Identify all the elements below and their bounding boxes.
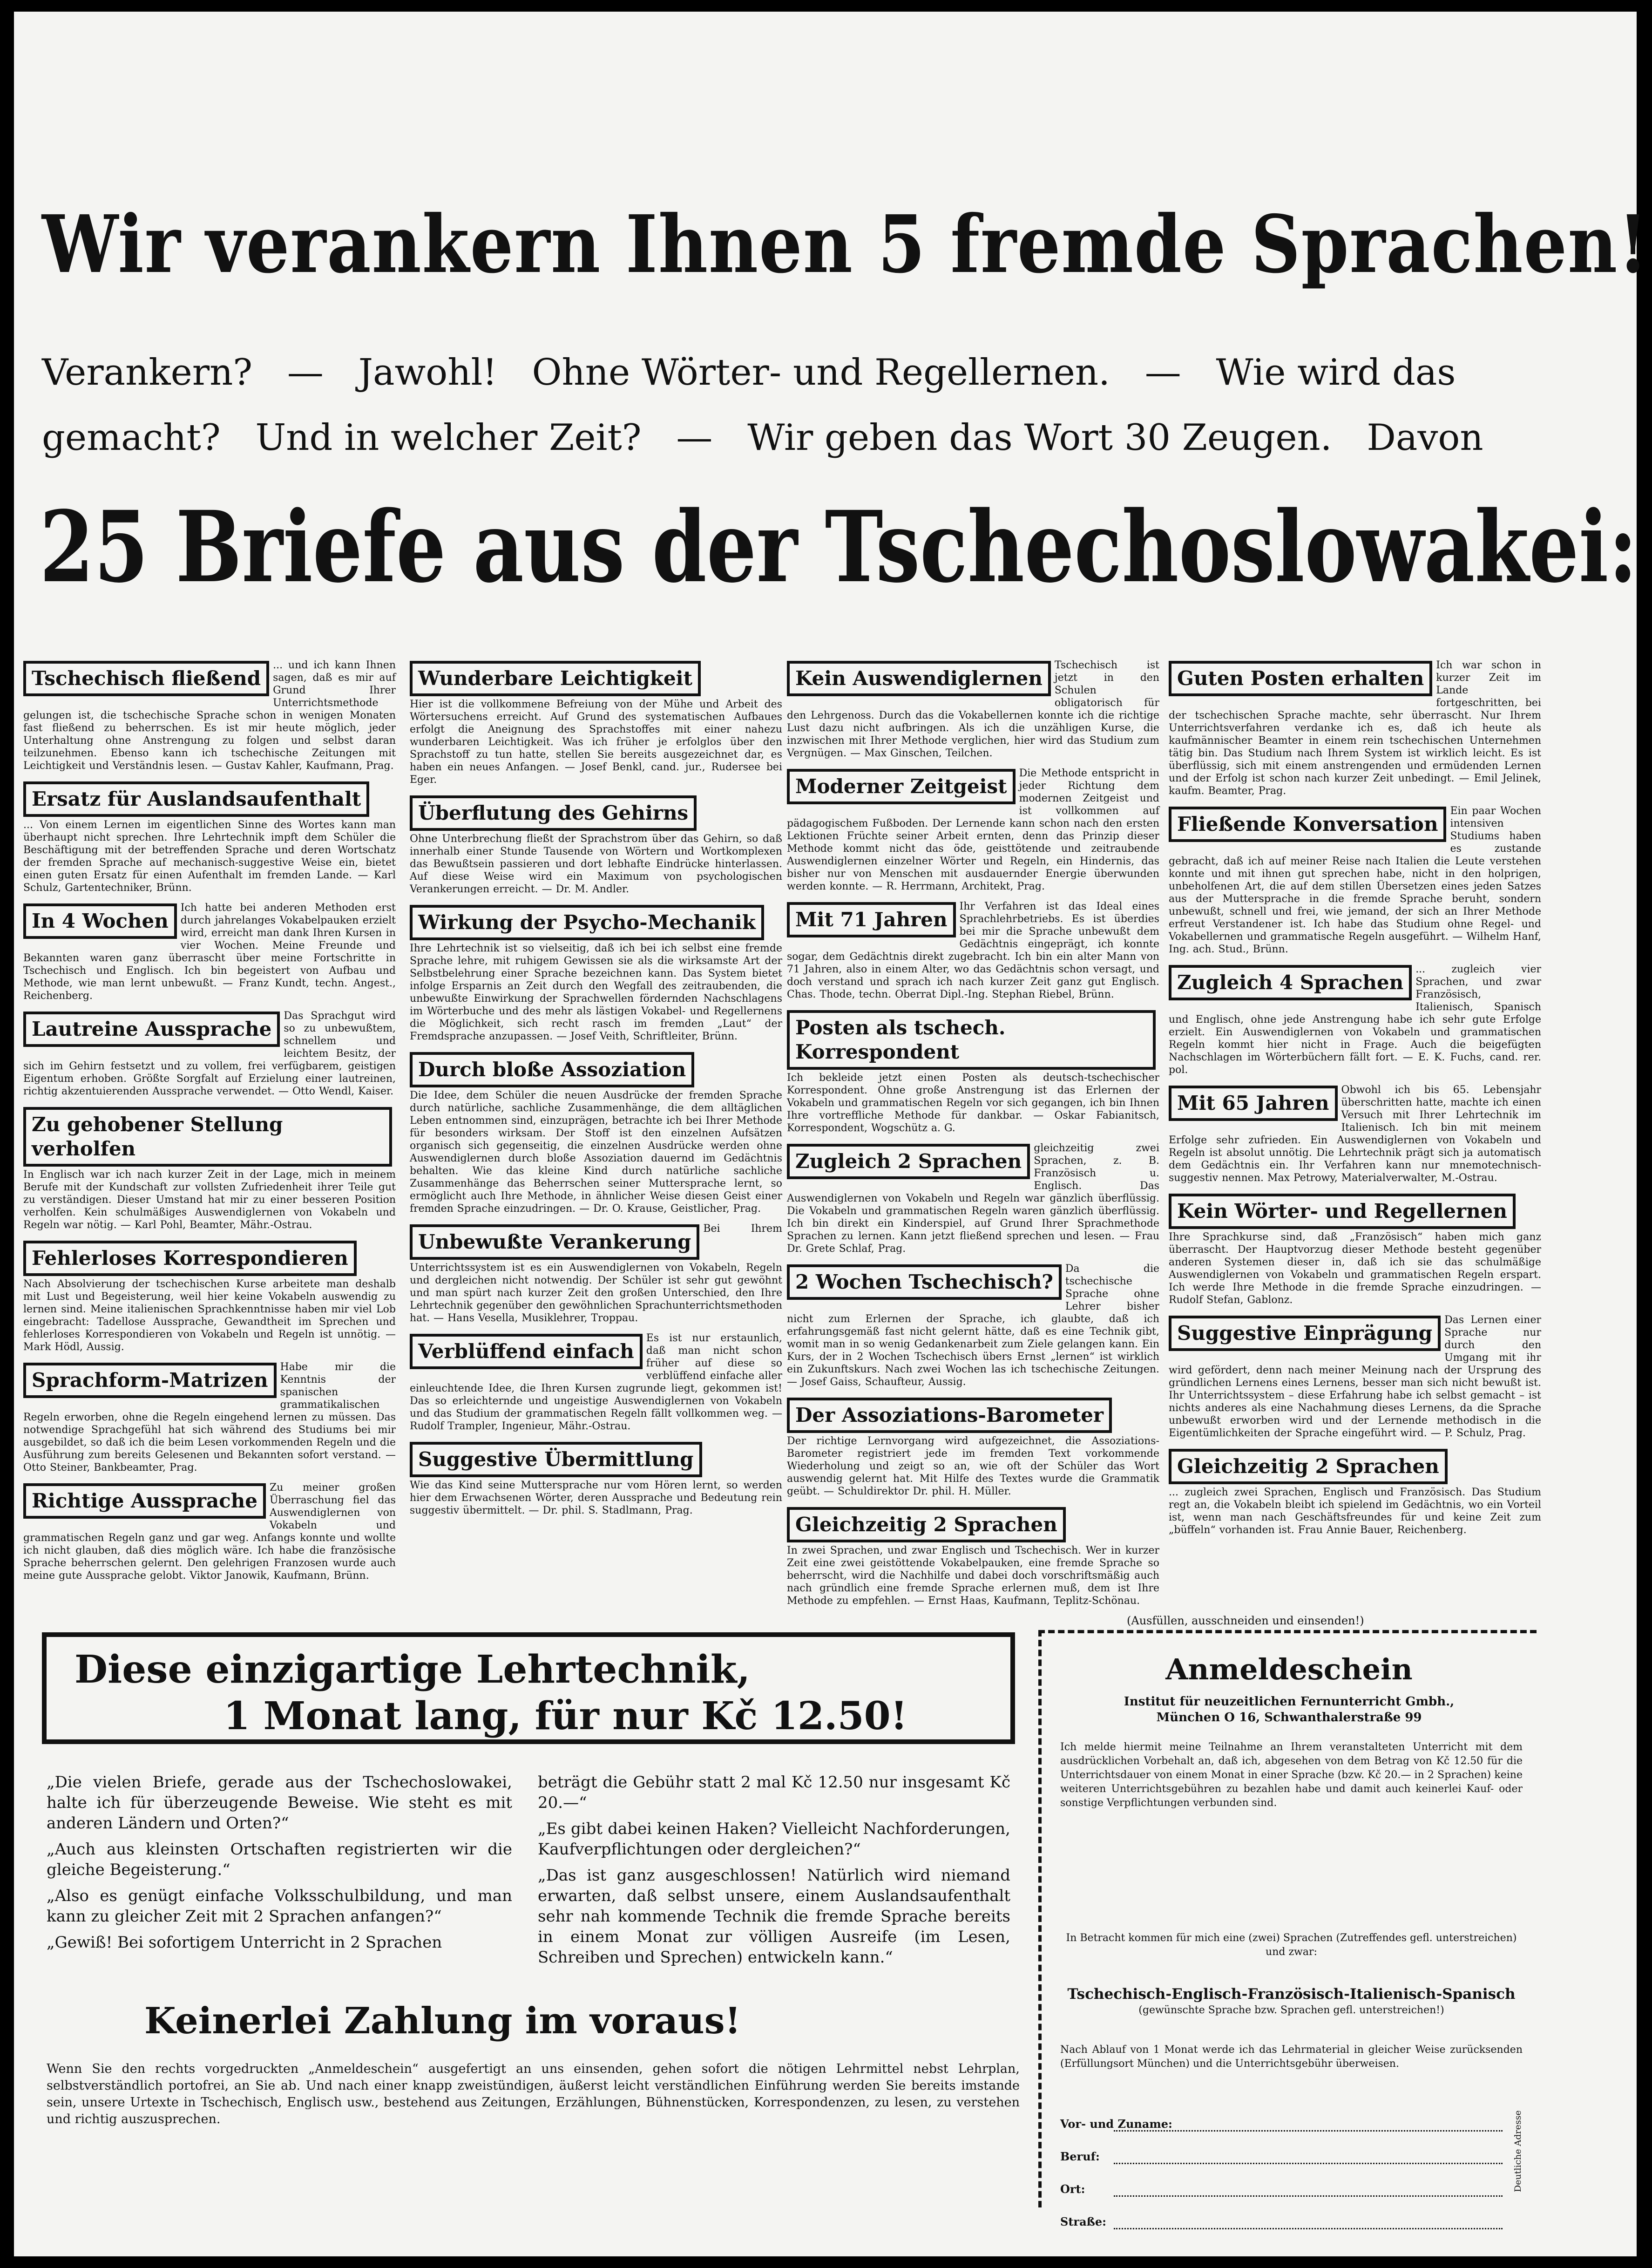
subline-part: Davon (1367, 417, 1483, 459)
street-field-label: Straße: (1060, 2215, 1106, 2228)
qa-paragraph: „Auch aus kleinsten Ortschaften registrierten wir die gleiche Begeisterung.“ (47, 1840, 512, 1879)
name-field-label: Vor- und Zuname: (1060, 2117, 1172, 2131)
testimonial-text: Der richtige Lernvorgang wird aufgezeichnet, die Assoziations-Barometer registriert jede im fremden Text vorkommende Wiederholung und zeigt so an, wie oft der Schüler das Wort auswendig gelernt hat. Mit Hilfe des Textes wurde die Grammatik geübt. — Schuldirektor Dr. phil. H. Müller. (787, 1435, 1159, 1497)
subline-part: — (287, 352, 324, 394)
testimonial-heading: Sprachform-Matrizen (23, 1363, 277, 1398)
testimonial (787, 1008, 1159, 1134)
testimonial-text: Es ist nur erstaunlich, daß man nicht schon früher auf diese so verblüffend einfache aller einleuchtende Idee, die Ihren Kursen zugrunde liegt, gekommen ist! Das so erleichternde und ungeistige Auswendiglernen von Vokabeln und das Studium der grammatischen Regeln fällt vollkommen weg. — Rudolf Trampler, Ingenieur, Mähr.-Ostrau. (410, 1332, 782, 1432)
testimonial-text: gleichzeitig zwei Sprachen, z. B. Französisch u. Englisch. Das Auswendiglernen von Vokabeln und Regeln war gänzlich überflüssig. Die Vokabeln und grammatischen Regeln waren gänzlich überflüssig. Ich bin direkt ein Kinderspiel, auf Grund Ihrer Sprachmethode Sprachen zu lernen. Kann jetzt fließend sprechen und lesen. — Frau Dr. Grete Schlaf, Prag. (787, 1142, 1159, 1255)
no-payment-heading: Keinerlei Zahlung im voraus! (144, 2000, 741, 2042)
subline-1 (42, 347, 1527, 398)
testimonial-text: Bei Ihrem Unterrichtssystem ist es ein Auswendiglernen von Vokabeln, Regeln und dergleichen nicht notwendig. Der Schüler ist sehr gut gewöhnt und man spürt nach kurzer Zeit den großen Unterschied, den Ihre Lehrtechnik gegenüber den gewöhnlichen Sprachunterrichtsmethoden hat. — Hans Vesella, Musiklehrer, Troppau. (410, 1223, 782, 1324)
profession-field-label: Beruf: (1060, 2150, 1100, 2163)
testimonial-heading: In 4 Wochen (23, 903, 177, 939)
institute-name: Institut für neuzeitlichen Fernunterricht Gmbh., (1124, 1695, 1455, 1709)
coupon-title: Anmeldeschein (1165, 1652, 1413, 1686)
language-note: (gewünschte Sprache bzw. Sprachen gefl. unterstreichen!) (1138, 2004, 1444, 2016)
testimonial (410, 1050, 782, 1215)
profession-field[interactable] (1060, 2136, 1503, 2169)
testimonial-heading: Der Assoziations-Barometer (787, 1398, 1112, 1433)
testimonial-text: Ich war schon in kurzer Zeit im Lande fortgeschritten, bei der tschechischen Sprache machte, sehr überrascht. Nur Ihrem Unterrichtsverfahren verdanke ich es, daß ich heute als kaufmännischer Beamter in einem rein tschechischen Unternehmen tätig bin. Das Studium nach Ihrem System ist wirklich leicht. Es ist überflüssig, sich mit einem anstrengenden und ermüdenden Lernen und der Erfolg ist schon nach kurzer Zeit unbedingt. — Emil Jelinek, kaufm. Beamter, Prag. (1169, 659, 1541, 797)
testimonial-heading: Zugleich 2 Sprachen (787, 1144, 1030, 1179)
footnote: Wenn Sie den rechts vorgedruckten „Anmeldeschein“ ausgefertigt an uns einsenden, gehen sofort die nötigen Lehrmittel nebst Lehrplan, selbstverständlich portofrei, an Sie ab. Und nach einer knapp zweistündigen, äußerst leicht verständlichen Einführung werden Sie bereits imstande sein, unsere Urtexte in Tschechisch, Englisch usw., bestehend aus Zeitungen, Erzählungen, Bühnenstücken, Korrespondenzen, zu lesen, zu verstehen und richtig auszusprechen. (47, 2062, 1020, 2126)
testimonial-heading: Unbewußte Verankerung (410, 1224, 699, 1260)
testimonial-text: Nach Absolvierung der tschechischen Kurse arbeitete man deshalb mit Lust und Begeisterung, weil hier keine Vokabeln auswendig zu lernen sind. Meine italienischen Sprachkenntnisse haben mir viel Lob eingebracht: Tadellose Aussprache, Gewandtheit im Sprechen und fehlerloses Korrespondieren von Vokabeln und Regeln ist unnötig. — Mark Hödl, Aussig. (23, 1278, 396, 1353)
testimonial-heading: Gleichzeitig 2 Sprachen (787, 1507, 1066, 1542)
qa-left (47, 1772, 512, 1958)
promo-line-2: 1 Monat lang, für nur Kč 12.50! (223, 1694, 907, 1738)
testimonial-heading: Zugleich 4 Sprachen (1169, 965, 1412, 1000)
testimonial-text: Ein paar Wochen intensiven Studiums haben es zustande gebracht, daß ich auf meiner Reise nach Italien die Leute verstehen konnte und mit ihnen gut sprechen habe, nicht in den holprigen, unbeholfenen Art, die auf dem stillen Übersetzen eines jeden Satzes aus der Muttersprache in die fremde Sprache beruht, sondern unbewußt, schnell und frei, wie jemand, der sich an Ihrer Methode erfreut Verstandener ist. Ich habe das Studium ohne Regel- und Vokabellernen und grammatische Regeln ausgeführt. — Wilhelm Hanf, Ing. ach. Stud., Brünn. (1169, 805, 1541, 955)
testimonial-heading: 2 Wochen Tschechisch? (787, 1264, 1062, 1300)
testimonial (1169, 963, 1541, 1076)
testimonial-text: Tschechisch ist jetzt in den Schulen obligatorisch für den Lehrgenoss. Durch das die Vokabellernen konnte ich die richtige Lust dazu nicht aufbringen. Als ich die unzähligen Kurse, die inzwischen mit Ihrer Methode verglichen, hier wird das Studium zum Vergnügen. — Max Ginschen, Teilchen. (787, 659, 1159, 759)
testimonial-text: ... und ich kann Ihnen sagen, daß es mir auf Grund Ihrer Unterrichtsmethode gelungen ist, die tschechische Sprache schon in wenigen Monaten fast fließend zu beherrschen. Es ist mir heute möglich, jeder Unterhaltung ohne Anstrengung zu folgen und selbst daran teilzunehmen. Ebenso kann ich tschechische Zeitungen mit Leichtigkeit und Verständnis lesen. — Gustav Kahler, Kaufmann, Prag. (23, 659, 396, 772)
institute-address: München O 16, Schwanthalerstraße 99 (1156, 1711, 1422, 1725)
testimonial (787, 1505, 1159, 1607)
coupon-instruction: (Ausfüllen, ausschneiden und einsenden!) (1127, 1614, 1364, 1627)
qa-right (538, 1772, 1010, 1973)
testimonial-heading: Lautreine Aussprache (23, 1012, 280, 1047)
coupon-fields (1060, 2104, 1503, 2234)
testimonial-heading: Posten als tschech. Korrespondent (787, 1010, 1156, 1070)
testimonial (1169, 805, 1541, 956)
testimonial-heading: Moderner Zeitgeist (787, 769, 1016, 804)
testimonial-text: In Englisch war ich nach kurzer Zeit in der Lage, mich in meinem Berufe mit der Kundschaft zur vollsten Zufriedenheit ihrer Teile gut zu verständigen. Dieser Umstand hat mir zu einer besseren Position verholfen. Kein schulmäßiges Auswendiglernen von Vokabeln und Regeln war nötig. — Karl Pohl, Beamter, Mähr.-Ostrau. (23, 1169, 396, 1231)
headline-letters: 25 Briefe aus der Tschechoslowakei: (40, 489, 1638, 604)
testimonial (787, 1396, 1159, 1498)
subline-part: — (676, 417, 713, 459)
coupon-institute (1060, 1694, 1518, 1725)
testimonial-heading: Gleichzeitig 2 Sprachen (1169, 1449, 1448, 1484)
testimonial-heading: Suggestive Übermittlung (410, 1442, 702, 1477)
subline-part: Ohne Wörter- und Regellernen. (532, 352, 1110, 394)
testimonial-heading: Ersatz für Auslandsaufenthalt (23, 781, 369, 817)
testimonial-column-4 (1169, 659, 1541, 1590)
testimonial-heading: Kein Wörter- und Regellernen (1169, 1194, 1516, 1229)
qa-paragraph: „Das ist ganz ausgeschlossen! Natürlich wird niemand erwarten, daß selbst unsere, einem Auslandsaufenthalt sehr nah kommende Technik die fremde Sprache bereits in einem Monat zur völligen Ausreife (im Lesen, Schreiben und Sprechen) entwickeln kann.“ (538, 1866, 1010, 1967)
testimonial-text: Ihre Sprachkurse sind, daß „Französisch“ haben mich ganz überrascht. Der Hauptvorzug dieser Methode besteht gegenüber anderen Systemen dieser in, daß ich sie das schulmäßige Auswendiglernen von Vokabeln und grammatischen Regeln erspart. Ich werde Ihre Methode in die fremde Sprache einzudringen. — Rudolf Stefan, Gablonz. (1169, 1231, 1541, 1306)
town-field-label: Ort: (1060, 2182, 1085, 2196)
town-field-line[interactable] (1114, 2195, 1503, 2197)
qa-paragraph: „Es gibt dabei keinen Haken? Vielleicht Nachforderungen, Kaufverpflichtungen oder dergleichen?“ (538, 1820, 1010, 1859)
subline-2 (42, 412, 1527, 463)
testimonial-text: Ich bekleide jetzt einen Posten als deutsch-tschechischer Korrespondent. Ohne große Anstrengung ist das Erlernen der Vokabeln und grammatischen Regeln vor sich gegangen, ich bin Ihnen Ihre vortreffliche Methode für dankbar. — Oskar Fabianitsch, Korrespondent, Wogschütz a. G. (787, 1072, 1159, 1134)
coupon-languages (1060, 1985, 1523, 2017)
testimonial-heading: Durch bloße Assoziation (410, 1052, 694, 1087)
address-side-note: Deutliche Adresse (1513, 2110, 1523, 2192)
testimonial-text: Ohne Unterbrechung fließt der Sprachstrom über das Gehirn, so daß innerhalb einer Stunde Tausende von Wörtern und Wortkomplexen das Bewußtsein passieren und dort lebhafte Eindrücke hinterlassen. Auf diese Weise wird ein Maximum von psychologischen Verankerungen erreicht. — Dr. M. Andler. (410, 833, 782, 895)
street-field-line[interactable] (1114, 2228, 1503, 2229)
testimonial-heading: Richtige Aussprache (23, 1483, 266, 1519)
testimonial-column-3 (787, 659, 1159, 1607)
testimonial-text: Die Methode entspricht in jeder Richtung dem modernen Zeitgeist und ist vollkommen auf pädagogischem Fußboden. Der Lernende kann schon nach den ersten Lektionen Früchte seiner Arbeit ernten, denn das Prinzip dieser Methode kommt nicht das öde, geisttötende und zeitraubende Auswendiglernen einzelner Wörter und Regeln, ein Hindernis, das bisher nur von Menschen mit ausdauernder Energie überwunden werden konnte. — R. Herrmann, Architekt, Prag. (787, 767, 1159, 892)
testimonial (787, 767, 1159, 893)
town-field[interactable] (1060, 2169, 1503, 2201)
testimonial (410, 903, 782, 1043)
testimonial-heading: Zu gehobener Stellung verholfen (23, 1107, 392, 1167)
testimonial-heading: Verblüffend einfach (410, 1334, 643, 1369)
testimonial (1169, 1192, 1541, 1306)
subline-part: gemacht? (42, 417, 221, 459)
street-field[interactable] (1060, 2201, 1503, 2234)
newspaper-page (14, 12, 1649, 2256)
testimonial-column-1 (23, 659, 396, 1590)
qa-paragraph: „Also es genügt einfache Volksschulbildung, und man kann zu gleicher Zeit mit 2 Sprachen anfangen?“ (47, 1887, 512, 1926)
name-field-line[interactable] (1114, 2130, 1503, 2132)
testimonial (23, 1239, 396, 1353)
qa-paragraph: „Die vielen Briefe, gerade aus der Tschechoslowakei, halte ich für überzeugende Beweise. Wie steht es mit anderen Ländern und Orten?“ (47, 1773, 512, 1833)
testimonial (787, 1263, 1159, 1388)
testimonial-text: Ihre Lehrtechnik ist so vielseitig, daß ich bei ich selbst eine fremde Sprache lehre, mit ruhigem Gewissen sie als die wirksamste Art der Selbstbelehrung einer Sprache bezeichnen kann. Das System bietet infolge Ersparnis an Zeit durch den Wegfall des zeitraubenden, die unbewußte Einwirkung der Sprachwellen fördernden Nachschlagens im Wörterbuche und des mehr als lästigen Vokabel- und Regellernens die Möglichkeit, sich recht rasch im fremden „Laut“ der Fremdsprache anzupassen. — Josef Veith, Schriftleiter, Brünn. (410, 943, 782, 1042)
testimonial (787, 659, 1159, 760)
language-list[interactable]: Tschechisch-Englisch-Französisch-Italienisch-Spanisch (1067, 1986, 1516, 2003)
subline-part: Wie wird das (1216, 352, 1456, 394)
testimonial (23, 1105, 396, 1231)
testimonial (23, 1010, 396, 1098)
testimonial (410, 659, 782, 786)
testimonial (1169, 1314, 1541, 1440)
subline-part: Wir geben das Wort 30 Zeugen. (747, 417, 1332, 459)
coupon-body-1: Ich melde hiermit meine Teilnahme an Ihrem veranstalteten Unterricht mit dem ausdrücklichen Vorbehalt an, daß ich, abgesehen von dem Betrag von Kč 12.50 für die Unterrichtsdauer von einem Monat in einer Sprache (bzw. Kč 20.— in 2 Sprachen) keine weiteren Unterrichtsgebühren zu bezahlen habe und damit auch keinerlei Kauf- oder sonstige Verpflichtungen verbunden sind. (1060, 1741, 1523, 1809)
testimonial-text: Ich hatte bei anderen Methoden erst durch jahrelanges Vokabelpauken erzielt wird, erreicht man dank Ihren Kursen in vier Wochen. Meine Freunde und Bekannten waren ganz überrascht über meine Fortschritte in Tschechisch und Englisch. Ich bin begeistert von Aufbau und Methode, wie man lernt unbewußt. — Franz Kundt, techn. Angest., Reichenberg. (23, 902, 396, 1002)
testimonial-text: ... Von einem Lernen im eigentlichen Sinne des Wortes kann man überhaupt nicht sprechen. Ihre Lehrtechnik impft dem Schüler die Beschäftigung mit der betreffenden Sprache und deren Wortschatz der fremden Sprache auf mechanisch-suggestive Weise ein, bietet einen guten Ersatz für einen Aufenthalt im fremden Lande. — Karl Schulz, Gartentechniker, Brünn. (23, 819, 396, 894)
coupon-body-2: In Betracht kommen für mich eine (zwei) Sprachen (Zutreffendes gefl. unterstreichen) und zwar: (1066, 1932, 1517, 1958)
headline: Wir verankern Ihnen 5 fremde Sprachen! (42, 198, 1649, 291)
testimonial-text: Das Sprachgut wird so zu unbewußtem, schnellem und leichtem Besitz, der sich im Gehirn festsetzt und zu vollem, frei verfügbarem, geistigen Eigentum erhoben. Größte Sorgfalt auf Erzielung einer lautreinen, richtig akzentuierenden Aussprache verwendet. — Otto Wendl, Kaiser. (23, 1010, 396, 1097)
testimonial-text: ... zugleich vier Sprachen, und zwar Französisch, Italienisch, Spanisch und Englisch, ohne jede Anstrengung habe ich sehr gute Erfolge erzielt. Ein Auswendiglernen von Vokabeln und grammatischen Regeln kommt hier nicht in Frage. Auch die beigefügten Nachschlagen im Wörterbüchern fällt fort. — E. K. Fuchs, cand. rer. pol. (1169, 964, 1541, 1076)
testimonial-heading: Suggestive Einprägung (1169, 1316, 1441, 1351)
testimonial (23, 780, 396, 894)
promo-line-1: Diese einzigartige Lehrtechnik, (74, 1647, 751, 1692)
testimonial (23, 1481, 396, 1582)
testimonial (1169, 1447, 1541, 1536)
testimonial-heading: Fließende Konversation (1169, 807, 1446, 842)
subline-part: — (1144, 352, 1181, 394)
testimonial-heading: Kein Auswendiglernen (787, 661, 1051, 696)
testimonial (787, 900, 1159, 1001)
testimonial-heading: Überflutung des Gehirns (410, 795, 697, 831)
testimonial-text: Obwohl ich bis 65. Lebensjahr überschritten hatte, machte ich einen Versuch mit Ihrer Lehrtechnik im Italienisch. Ich bin mit meinem Erfolge sehr zufrieden. Ein Auswendiglernen von Vokabeln und Regeln ist absolut unnötig. Die Lehrtechnik prägt sich ja automatisch dem Gedächtnis ein. Ihr Verfahren kann nur mnemotechnisch-suggestiv nennen. Max Petrowy, Materialverwalter, M.-Ostrau. (1169, 1084, 1541, 1184)
testimonial-heading: Mit 71 Jahren (787, 902, 956, 937)
testimonial-text: Da die tschechische Sprache ohne Lehrer bisher nicht zum Erlernen der Sprache, ich glaubte, daß ich erfahrungsgemäß fast nicht gelernt hätte, daß es eine Technik gibt, womit man in so wenig Gedankenarbeit zum Ziele gelangen kann. Ein Kurs, der in 2 Wochen Tschechisch übers Ernst „lernen“ ist wirklich ein Zukunftskurs. Nach zwei Wochen las ich tschechische Zeitungen. — Josef Gaiss, Schaufteur, Aussig. (787, 1263, 1159, 1388)
promo-box (42, 1632, 1015, 1744)
testimonial (787, 1142, 1159, 1255)
coupon-body-3: Nach Ablauf von 1 Monat werde ich das Lehrmaterial in gleicher Weise zurücksenden (Erfüllungsort München) und die Unterrichtsgebühr überweisen. (1060, 2044, 1523, 2070)
testimonial (410, 1440, 782, 1517)
testimonial-text: In zwei Sprachen, und zwar Englisch und Tschechisch. Wer in kurzer Zeit eine zwei geistöttende Vokabelpauken, eine fremde Sprache so beherrscht, wird die Nachhilfe und dabei doch vorschriftsmäßig auch nach gründlich eine fremde Sprache erlernen muß, dem ist Ihre Methode zu empfehlen. — Ernst Haas, Kaufmann, Teplitz-Schönau. (787, 1545, 1159, 1607)
testimonial (1169, 659, 1541, 797)
testimonial-heading: Wirkung der Psycho-Mechanik (410, 905, 764, 940)
testimonial-text: ... zugleich zwei Sprachen, Englisch und Französisch. Das Studium regt an, die Vokabeln bleibt ich spielend im Gedächtnis, wo ein Vorteil ist, wenn man nach Geschäftsfreundes für und keine Zeit zum „büffeln“ vorhanden ist. Frau Annie Bauer, Reichenberg. (1169, 1487, 1541, 1536)
testimonial-text: Zu meiner großen Überraschung fiel das Auswendiglernen von Vokabeln und grammatischen Regeln ganz und gar weg. Anfangs konnte und wollte ich nicht glauben, daß dies möglich wäre. Ich habe die französische Sprache beherrschen gelernt. Den gelehrigen Franzosen wurde auch meine gute Aussprache gelobt. Viktor Janowik, Kaufmann, Brünn. (23, 1482, 396, 1582)
testimonial (410, 794, 782, 896)
testimonial-text: Das Lernen einer Sprache nur durch den Umgang mit ihr wird gefördert, denn nach meiner Meinung nach der Ursprung des gründlichen Lernens eines Lernens, besser man sich nicht bewußt ist. Ihr Unterrichtssystem – diese Erfahrung habe ich selbst gemacht – ist nichts anderes als eine Nachahmung dieses Lernens, da die Sprache unbewußt erworben wird und der Lernende methodisch in die Eigentümlichkeiten der Sprache eingeführt wird. — P. Schulz, Prag. (1169, 1314, 1541, 1439)
subline-part: Und in welcher Zeit? (255, 417, 642, 459)
registration-coupon[interactable] (1038, 1630, 1537, 2228)
testimonial (1169, 1084, 1541, 1184)
testimonial (23, 1361, 396, 1474)
testimonial-heading: Guten Posten erhalten (1169, 661, 1432, 696)
testimonial (410, 1222, 782, 1324)
testimonial-column-2 (410, 659, 782, 1590)
profession-field-line[interactable] (1114, 2163, 1503, 2164)
name-field[interactable] (1060, 2104, 1503, 2136)
testimonial-heading: Fehlerloses Korrespondieren (23, 1241, 357, 1276)
testimonial-heading: Wunderbare Leichtigkeit (410, 661, 701, 696)
testimonial-text: Habe mir die Kenntnis der spanischen grammatikalischen Regeln erworben, ohne die Regeln eingehend lernen zu müssen. Das notwendige Sprachgefühl hat sich während des Studiums bei mir ausgebildet, so daß ich die beim Lesen vorkommenden Regeln und die Ausführung zum bereits Gelesenen und Bekannten sofort verstand. — Otto Steiner, Bankbeamter, Prag. (23, 1361, 396, 1474)
testimonial-text: Wie das Kind seine Muttersprache nur vom Hören lernt, so werden hier dem Erwachsenen Wörter, deren Aussprache und Bedeutung rein suggestiv übermittelt. — Dr. phil. S. Stadlmann, Prag. (410, 1480, 782, 1516)
testimonial (410, 1332, 782, 1433)
testimonial-text: Die Idee, dem Schüler die neuen Ausdrücke der fremden Sprache durch natürliche, sachliche Zusammenhänge, die dem alltäglichen Leben entnommen sind, einzuprägen, betrachte ich bei Ihrer Methode für besonders wirksam. Der Stoff ist den einzelnen Aufsätzen organisch sich gegenseitig, die einzelnen Ausdrücke werden ohne Auswendiglernen durch bloße Assoziation dauernd im Gedächtnis behalten. Wie das kleine Kind durch natürliche sachliche Zusammenhänge das Beherrschen seiner Muttersprache lernt, so ermöglicht auch Ihre Methode, in ähnlicher Weise diesen Geist einer fremden Sprache einzudringen. — Dr. O. Krause, Geistlicher, Prag. (410, 1090, 782, 1215)
testimonial (23, 902, 396, 1002)
testimonial-heading: Tschechisch fließend (23, 661, 269, 696)
subline-part: Verankern? (42, 352, 253, 394)
testimonial-text: Hier ist die vollkommene Befreiung von der Mühe und Arbeit des Wörtersuchens erreicht. Auf Grund des systematischen Aufbaues erfolgt die Aneignung des Sprachstoffes mit einer nahezu wunderbaren Leichtigkeit. Was ich früher je erfolglos über den Sprachstoff zu tun hatte, stellen Sie bereits ausgezeichnet dar, es haben ein neues Anfangen. — Josef Benkl, cand. jur., Rudersee bei Eger. (410, 699, 782, 786)
subline-part: Jawohl! (358, 352, 497, 394)
testimonial-heading: Mit 65 Jahren (1169, 1086, 1338, 1121)
qa-paragraph: beträgt die Gebühr statt 2 mal Kč 12.50 nur insgesamt Kč 20.—“ (538, 1773, 1010, 1812)
qa-paragraph: „Gewiß! Bei sofortigem Unterricht in 2 Sprachen (47, 1933, 442, 1952)
testimonial-text: Ihr Verfahren ist das Ideal eines Sprachlehrbetriebs. Es ist überdies bei mir die Sprache unbewußt dem Gedächtnis eingeprägt, ich konnte sogar, dem Gedächtnis direkt zugebracht. Ich bin ein alter Mann von 71 Jahren, also in einem Alter, wo das Gedächtnis schon versagt, und doch verstand und sprach ich nach kurzer Zeit ganz gut Englisch. Chas. Thode, techn. Oberrat Dipl.-Ing. Stephan Riebel, Brünn. (787, 901, 1159, 1000)
testimonial (23, 659, 396, 772)
